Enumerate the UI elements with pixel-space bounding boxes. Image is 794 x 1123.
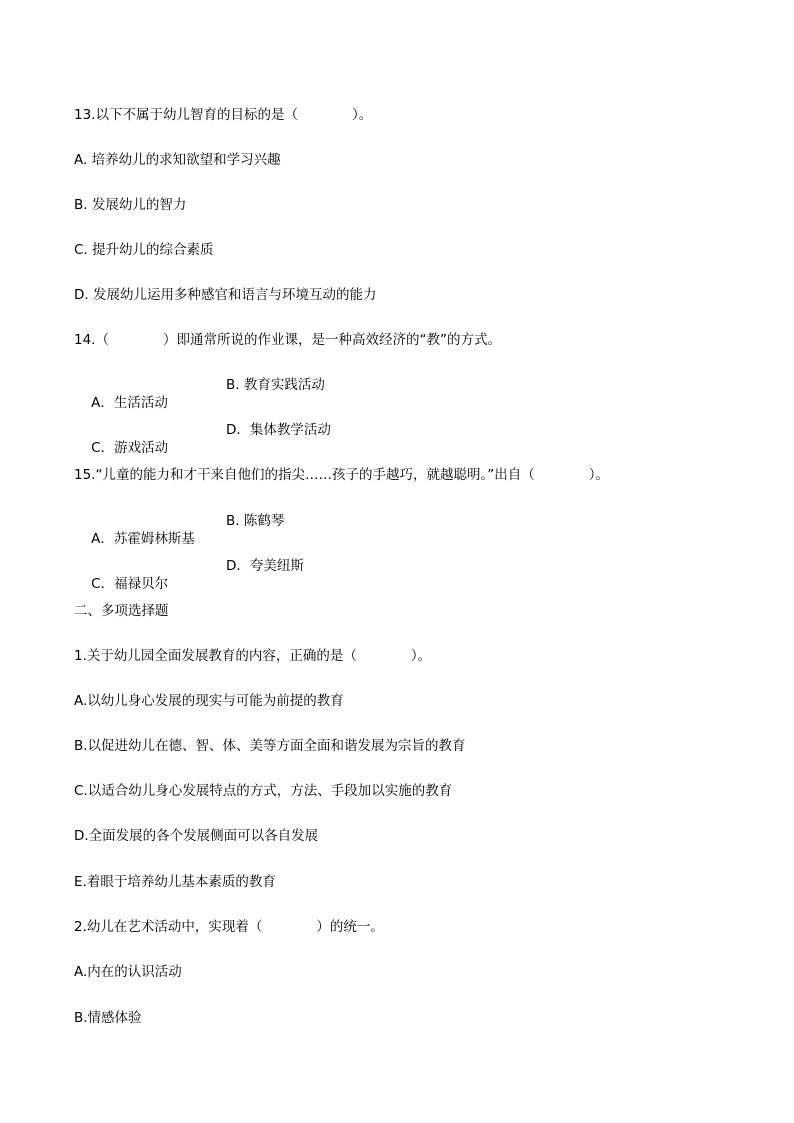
question-14-option-b: B. 教育实践活动 bbox=[226, 377, 325, 393]
question-15-option-a: A．苏霍姆林斯基 bbox=[91, 531, 195, 547]
multi-question-1-option-c: C.以适合幼儿身心发展特点的方式，方法、手段加以实施的教育 bbox=[74, 783, 453, 799]
multi-question-2-option-b: B.情感体验 bbox=[74, 1010, 142, 1026]
multi-question-2-stem: 2.幼儿在艺术活动中，实现着（ ）的统一。 bbox=[74, 919, 384, 935]
question-14-option-c: C．游戏活动 bbox=[91, 440, 169, 456]
question-14-stem: 14.（ ）即通常所说的作业课，是一种高效经济的“教”的方式。 bbox=[74, 332, 501, 348]
question-13-stem: 13.以下不属于幼儿智育的目标的是（ ）。 bbox=[74, 107, 373, 123]
multi-question-1-option-a: A.以幼儿身心发展的现实与可能为前提的教育 bbox=[74, 693, 344, 709]
question-13-option-b: B. 发展幼儿的智力 bbox=[74, 197, 187, 213]
question-14-option-d: D．集体教学活动 bbox=[226, 422, 331, 438]
question-15-stem: 15.“儿童的能力和才干来自他们的指尖……孩子的手越巧，就越聪明。”出自（ ）。 bbox=[74, 467, 609, 483]
question-15-option-c: C．福禄贝尔 bbox=[91, 576, 169, 592]
multi-question-1-stem: 1.关于幼儿园全面发展教育的内容，正确的是（ ）。 bbox=[74, 648, 432, 664]
question-13-option-a: A. 培养幼儿的求知欲望和学习兴趣 bbox=[74, 152, 281, 168]
multi-question-1-option-b: B.以促进幼儿在德、智、体、美等方面全面和谐发展为宗旨的教育 bbox=[74, 738, 466, 754]
question-14-option-a: A．生活活动 bbox=[91, 395, 168, 411]
question-15-option-b: B. 陈鹤琴 bbox=[226, 513, 285, 529]
section-title-multiple-choice: 二、多项选择题 bbox=[74, 603, 169, 619]
multi-question-1-option-e: E.着眼于培养幼儿基本素质的教育 bbox=[74, 874, 276, 890]
question-13-option-c: C. 提升幼儿的综合素质 bbox=[74, 242, 214, 258]
multi-question-2-option-a: A.内在的认识活动 bbox=[74, 964, 182, 980]
question-13-option-d: D. 发展幼儿运用多种感官和语言与环境互动的能力 bbox=[74, 287, 377, 303]
question-15-option-d: D．夸美纽斯 bbox=[226, 558, 304, 574]
multi-question-1-option-d: D.全面发展的各个发展侧面可以各自发展 bbox=[74, 828, 319, 844]
